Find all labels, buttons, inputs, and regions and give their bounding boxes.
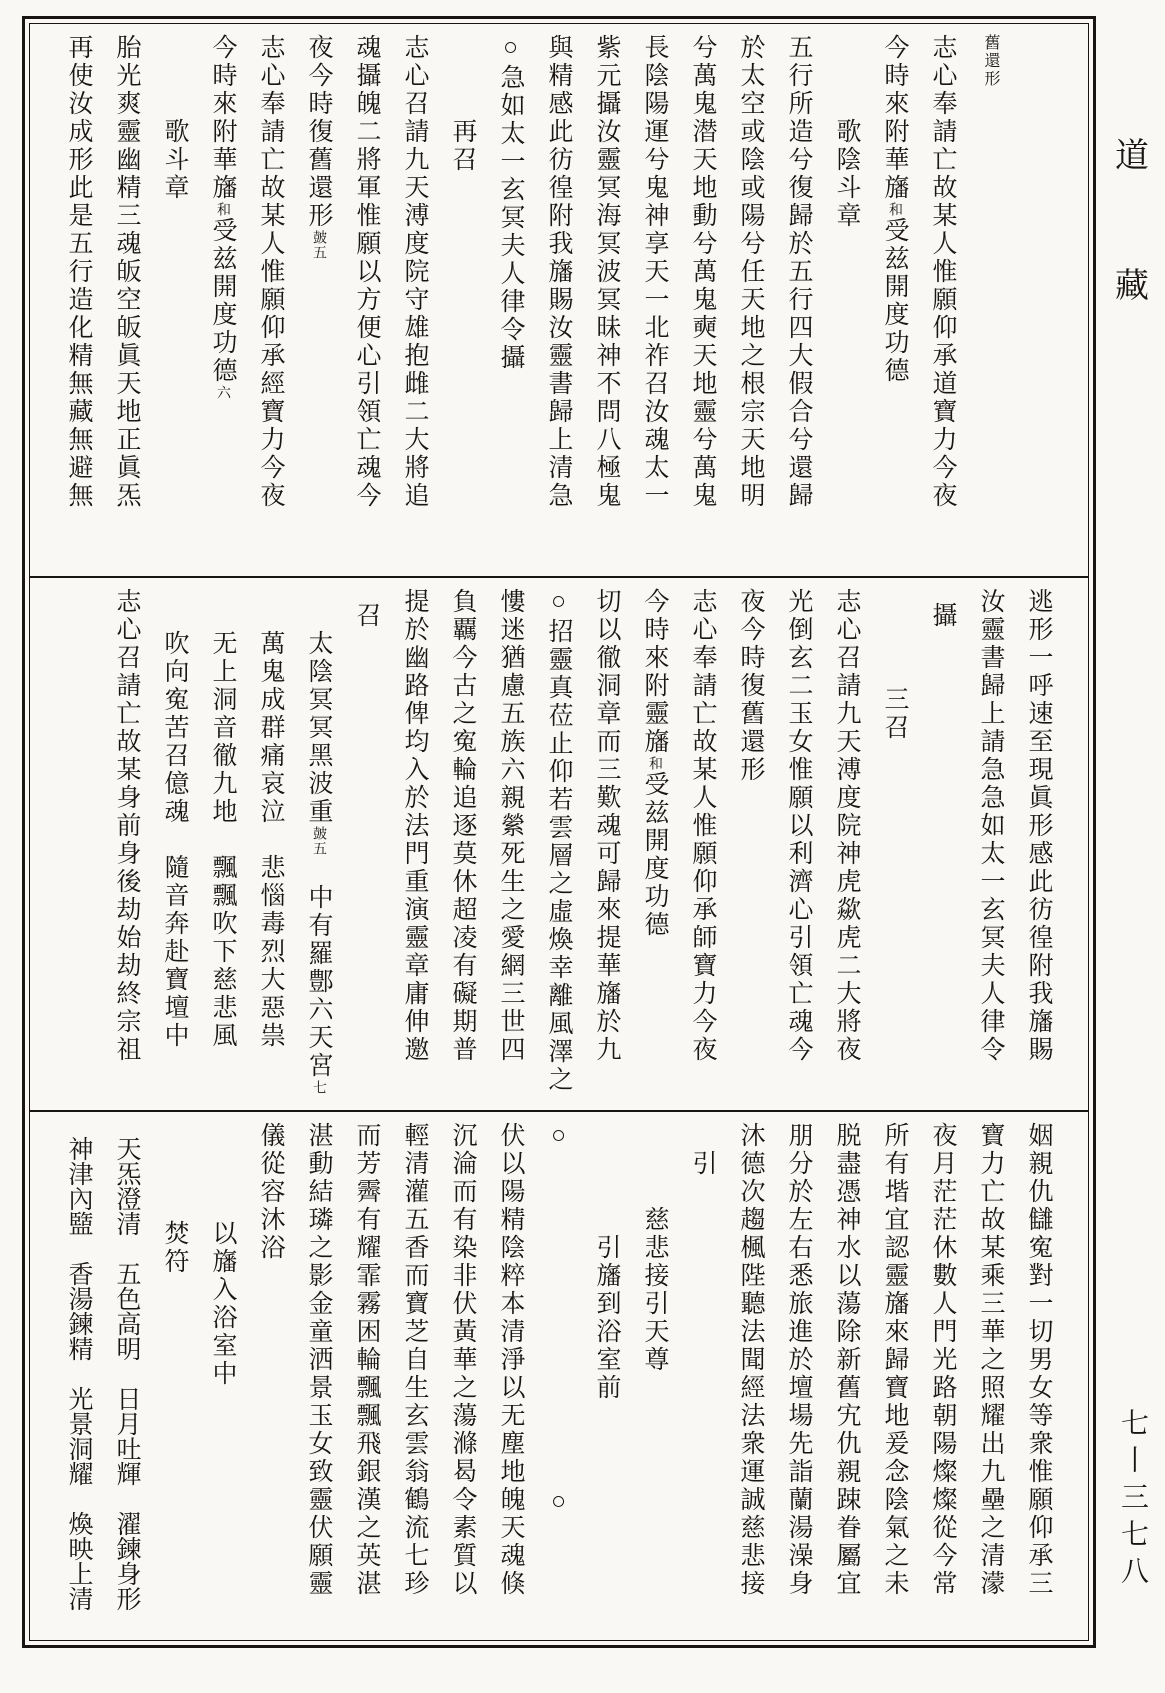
text-column <box>822 1122 870 1634</box>
text-column <box>582 34 630 570</box>
column-text: 再召 <box>449 118 476 174</box>
text-column <box>726 34 774 570</box>
text-column <box>390 588 438 1104</box>
text-column <box>534 1122 582 1634</box>
column-text: 五色高明 <box>113 1261 140 1361</box>
column-text: ○急如太一玄冥夫人律令攝 <box>497 34 524 372</box>
column-text: 三召 <box>881 686 908 742</box>
text-column <box>390 1122 438 1634</box>
column-text: ○招靈真莅止仰若雲層之虛煥幸離風澤之 <box>545 588 572 1094</box>
text-column <box>54 34 102 570</box>
column-text: 歌斗章 <box>161 118 188 202</box>
annotation-note: 和 <box>887 202 902 217</box>
text-column <box>102 1122 150 1634</box>
column-text: 汝靈書歸上請急急如太一玄冥夫人律令 <box>977 588 1004 1064</box>
text-column <box>150 588 198 1104</box>
column-text: 逃形一呼速至現眞形感此彷徨附我旛賜 <box>1025 588 1052 1064</box>
text-column <box>342 588 390 1104</box>
annotation-note: 和 <box>215 202 230 217</box>
text-column <box>486 1122 534 1634</box>
column-text: 受兹開度功德 <box>209 217 236 385</box>
text-column <box>54 1122 102 1634</box>
text-column <box>198 1122 246 1634</box>
text-column <box>678 588 726 1104</box>
text-column <box>630 34 678 570</box>
text-column <box>198 588 246 1104</box>
text-column <box>822 34 870 570</box>
column-text: 湛動結璘之影金童洒景玉女致靈伏願靈 <box>305 1122 332 1598</box>
column-text: 无上洞音徹九地 <box>209 630 236 826</box>
register-middle <box>30 576 1088 1110</box>
column-text: 而芳霽有耀霏霧困輪飄飄飛銀漢之英湛 <box>353 1122 380 1598</box>
column-text: 兮萬鬼潜天地動兮萬鬼奭天地靈兮萬鬼 <box>689 34 716 510</box>
text-column <box>582 1122 630 1634</box>
column-text: 志心奉請亡故某人惟願仰承道寶力今夜 <box>929 34 956 510</box>
column-text: 脱盡憑神水以蕩除新舊宄仇親踈眷屬宜 <box>833 1122 860 1598</box>
text-column <box>294 34 342 570</box>
column-text: 吹向寃苦召億魂 <box>161 630 188 826</box>
text-column <box>630 588 678 1104</box>
column-text: 攝 <box>929 602 956 630</box>
column-text: 香湯鍊精 <box>65 1261 92 1361</box>
column-text: 萬鬼成群痛哀泣 <box>257 630 284 826</box>
text-column <box>438 1122 486 1634</box>
column-text: 焚符 <box>161 1220 188 1276</box>
column-text: 姻親仇讎寃對一切男女等衆惟願仰承三 <box>1025 1122 1052 1598</box>
text-column <box>342 1122 390 1634</box>
column-text: 夜今時復舊還形 <box>305 34 332 230</box>
column-text: 夜今時復舊還形 <box>737 588 764 784</box>
text-column <box>102 588 150 1104</box>
text-column <box>822 588 870 1104</box>
text-column <box>870 588 918 1104</box>
text-column <box>774 34 822 570</box>
column-text: 慈悲接引天尊 <box>641 1206 668 1374</box>
column-text: 今時來附華旛 <box>881 34 908 202</box>
text-block-inner-border <box>29 23 1089 1641</box>
column-text: 寶力亡故某乘三華之照耀出九壘之清濛 <box>977 1122 1004 1598</box>
annotation-note: 七 <box>311 1080 326 1095</box>
column-text: 長陰陽運兮鬼神享天一北祚召汝魂太一 <box>641 34 668 510</box>
text-column <box>630 1122 678 1634</box>
column-text: 慺迷猶慮五族六親縈死生之愛網三世四 <box>497 588 524 1064</box>
text-column <box>150 34 198 570</box>
column-text: 夜月茫茫休數人門光路朝陽燦燦從今常 <box>929 1122 956 1598</box>
text-column <box>726 588 774 1104</box>
text-column <box>966 34 1014 570</box>
column-text: 太陰冥冥黑波重 <box>305 630 332 826</box>
text-column <box>390 34 438 570</box>
column-text: 沐德次趨楓陛聽法聞經法衆運誠慈悲接 <box>737 1122 764 1598</box>
text-column <box>726 1122 774 1634</box>
column-text: 志心召請九天溥度院神虎歘虎二大將夜 <box>833 588 860 1064</box>
text-column <box>582 588 630 1104</box>
text-column <box>342 34 390 570</box>
column-text: 輕清灌五香而寶芝自生玄雲翁鶴流七珍 <box>401 1122 428 1598</box>
column-text: 中有羅鄷六天宮 <box>305 884 332 1080</box>
text-column <box>870 1122 918 1634</box>
column-text: 沉淪而有染非伏黃華之蕩滌曷令素質以 <box>449 1122 476 1598</box>
column-text: 召 <box>353 602 380 630</box>
register-bottom <box>30 1110 1088 1640</box>
column-text: 受兹開度功德 <box>881 217 908 385</box>
text-column <box>246 1122 294 1634</box>
column-text: 今時來附華旛 <box>209 34 236 202</box>
column-text: 光景洞耀 <box>65 1386 92 1486</box>
text-column <box>678 1122 726 1634</box>
column-text: 再使汝成形此是五行造化精無藏無避無 <box>65 34 92 510</box>
column-text: 引旛到浴室前 <box>593 1234 620 1402</box>
column-text: 悲惱毒烈大惡祟 <box>257 854 284 1050</box>
annotation-note: 和 <box>647 756 662 771</box>
column-text: ○ <box>545 1488 572 1518</box>
column-text: 志心召請亡故某身前身後劫始劫終宗祖 <box>113 588 140 1064</box>
column-text: 儀從容沐浴 <box>257 1122 284 1262</box>
text-block-outer-border <box>22 16 1096 1648</box>
column-text: 志心奉請亡故某人惟願仰承經寶力今夜 <box>257 34 284 510</box>
column-text: 歌陰斗章 <box>833 118 860 230</box>
column-text: 五行所造兮復歸於五行四大假合兮還歸 <box>785 34 812 510</box>
column-text: 日月吐輝 <box>113 1386 140 1486</box>
text-column <box>1014 1122 1062 1634</box>
margin-collection-label-dao: 道 <box>1115 138 1149 175</box>
annotation-note: 皷五 <box>311 230 326 260</box>
column-text: 今時來附靈旛 <box>641 588 668 756</box>
text-column <box>486 34 534 570</box>
column-text: 天炁澄清 <box>113 1136 140 1236</box>
column-text: 濯鍊身形 <box>113 1511 140 1611</box>
column-text: 以旛入浴室中 <box>209 1220 236 1388</box>
text-column <box>678 34 726 570</box>
column-text: 飄飄吹下慈悲風 <box>209 854 236 1050</box>
column-text: 與精感此彷徨附我旛賜汝靈書歸上清急 <box>545 34 572 510</box>
column-text: 提於幽路俾均入於法門重演靈章庸伸邀 <box>401 588 428 1064</box>
text-column <box>486 588 534 1104</box>
column-text: 舊還形 <box>982 34 999 88</box>
annotation-note: 六 <box>215 385 230 400</box>
text-column <box>438 588 486 1104</box>
text-column <box>294 588 342 1104</box>
column-text: 志心奉請亡故某人惟願仰承師寶力今夜 <box>689 588 716 1064</box>
text-column <box>870 34 918 570</box>
text-column <box>918 588 966 1104</box>
text-column <box>918 34 966 570</box>
column-text: 神津內盬 <box>65 1136 92 1236</box>
column-text: 志心召請九天溥度院守雄抱雌二大將追 <box>401 34 428 510</box>
column-text: 光倒玄二玉女惟願以利濟心引領亡魂今 <box>785 588 812 1064</box>
text-column <box>534 588 582 1104</box>
text-column <box>1014 588 1062 1104</box>
column-text: 切以徹洞章而三歎魂可歸來提華旛於九 <box>593 588 620 1064</box>
column-text: 隨音奔赴寶壇中 <box>161 854 188 1050</box>
text-column <box>246 588 294 1104</box>
text-column <box>438 34 486 570</box>
column-text: 負覊今古之寃輪追逐莫休超凌有礙期普 <box>449 588 476 1064</box>
column-text: ○ <box>545 1122 572 1152</box>
text-column <box>534 34 582 570</box>
column-text: 煥映上清 <box>65 1511 92 1611</box>
column-text: 胎光爽靈幽精三魂皈空皈眞天地正眞炁 <box>113 34 140 510</box>
annotation-note: 皷五 <box>311 826 326 856</box>
column-text: 伏以陽精陰粹本清淨以无塵地魄天魂倏 <box>497 1122 524 1598</box>
text-column <box>102 34 150 570</box>
margin-collection-label-zang: 藏 <box>1115 268 1149 305</box>
text-column <box>918 1122 966 1634</box>
text-column <box>966 1122 1014 1634</box>
text-column <box>198 34 246 570</box>
column-text: 魂攝魄二將軍惟願以方便心引領亡魂今 <box>353 34 380 510</box>
text-column <box>246 34 294 570</box>
text-column <box>774 1122 822 1634</box>
text-column <box>966 588 1014 1104</box>
column-text: 紫元攝汝靈冥海冥波冥昧神不問八極鬼 <box>593 34 620 510</box>
column-text: 受兹開度功德 <box>641 771 668 939</box>
column-text: 於太空或陰或陽兮任天地之根宗天地明 <box>737 34 764 510</box>
column-text: 朋分於左右悉旅進於壇場先詣蘭湯澡身 <box>785 1122 812 1598</box>
text-column <box>150 1122 198 1634</box>
column-text: 引 <box>689 1150 716 1178</box>
column-text: 所有堦宜認靈旛來歸寶地爰念陰氣之未 <box>881 1122 908 1598</box>
text-column <box>294 1122 342 1634</box>
page-number-label: 七丨三七八 <box>1117 1408 1148 1593</box>
register-top <box>30 24 1088 576</box>
text-column <box>774 588 822 1104</box>
